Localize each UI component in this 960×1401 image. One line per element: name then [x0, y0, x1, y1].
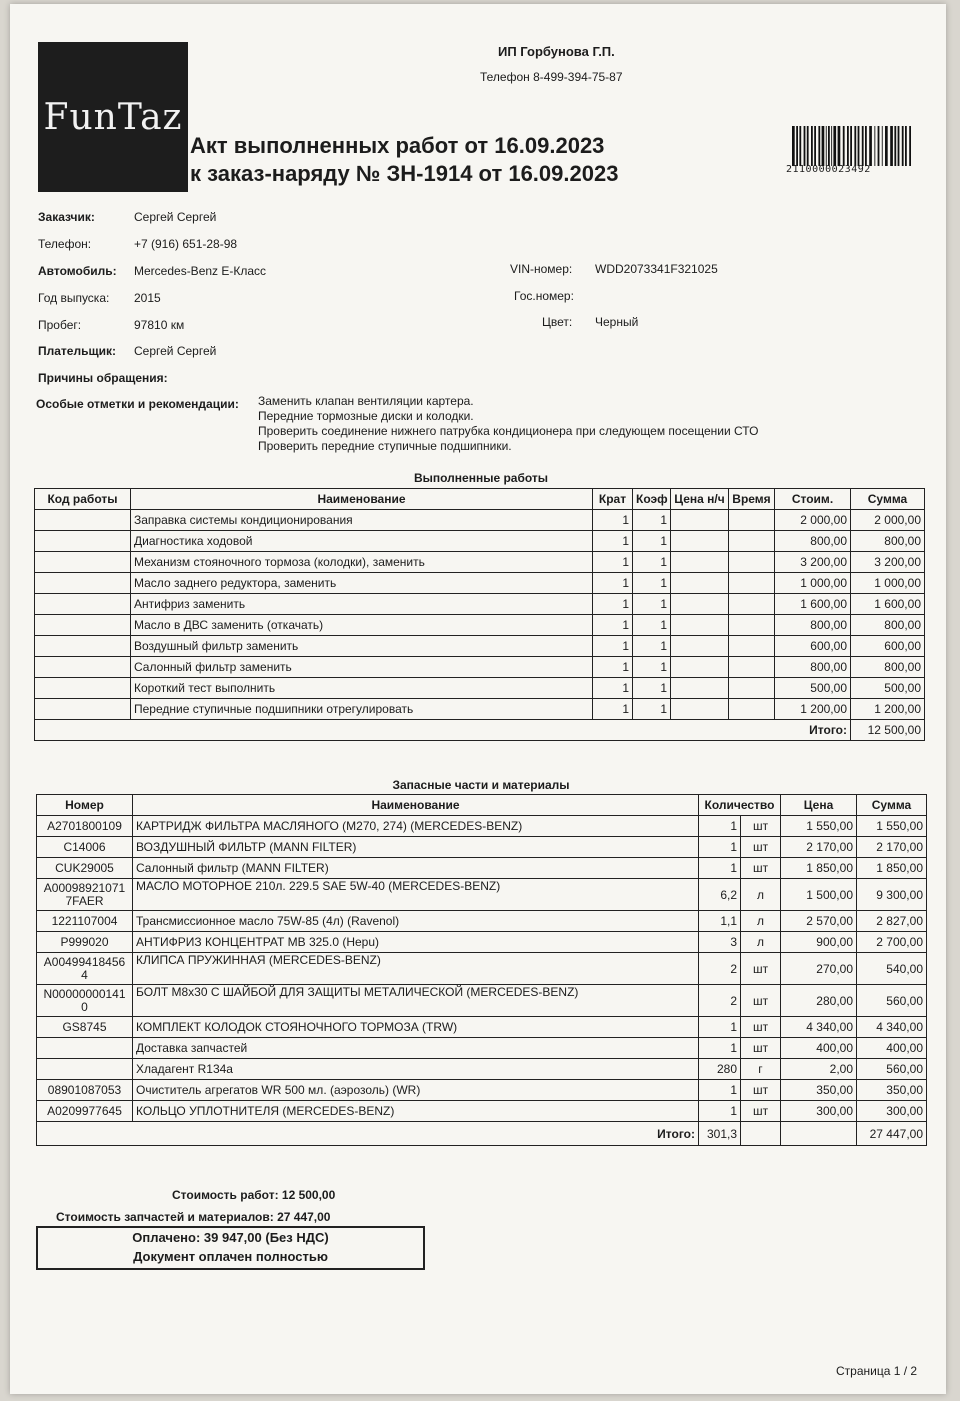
work-time: [729, 594, 775, 615]
col-koef: Коэф: [633, 489, 671, 510]
works-row: [35, 636, 925, 657]
works-table: [34, 488, 925, 741]
work-krat: 1: [593, 510, 633, 531]
customer-label: Заказчик:: [38, 210, 95, 224]
part-unit: шт: [741, 1017, 781, 1038]
work-krat: 1: [593, 699, 633, 720]
part-name: Доставка запчастей: [133, 1038, 699, 1059]
company-name: ИП Горбунова Г.П.: [498, 44, 615, 59]
plate-label: Гос.номер:: [514, 289, 574, 303]
col-number: Номер: [37, 795, 133, 816]
part-sum: 560,00: [857, 985, 927, 1017]
col-krat: Крат: [593, 489, 633, 510]
company-phone: Телефон 8-499-394-75-87: [480, 70, 623, 84]
works-row: [35, 699, 925, 720]
barcode-bar: [850, 126, 852, 166]
parts-cost-total: Стоимость запчастей и материалов: 27 447,00: [56, 1210, 331, 1224]
work-sum: 800,00: [851, 615, 925, 636]
barcode-bar: [828, 126, 830, 166]
part-unit: шт: [741, 1101, 781, 1122]
work-cost: 500,00: [775, 678, 851, 699]
work-time: [729, 573, 775, 594]
parts-row: [37, 932, 927, 953]
part-unit: шт: [741, 816, 781, 837]
reasons-label: Причины обращения:: [38, 371, 168, 385]
year-label: Год выпуска:: [38, 291, 110, 305]
part-sum: 2 700,00: [857, 932, 927, 953]
part-code: [37, 1038, 133, 1059]
barcode-bar: [799, 126, 801, 166]
work-name: Заправка системы кондиционирования: [131, 510, 593, 531]
part-sum: 2 827,00: [857, 911, 927, 932]
work-time: [729, 552, 775, 573]
work-koef: 1: [633, 699, 671, 720]
barcode-bar: [833, 126, 836, 166]
part-sum: 350,00: [857, 1080, 927, 1101]
part-qty: 6,2: [699, 879, 741, 911]
part-name: КОЛЬЦО УПЛОТНИТЕЛЯ (MERCEDES-BENZ): [133, 1101, 699, 1122]
work-koef: 1: [633, 636, 671, 657]
work-code: [35, 636, 131, 657]
year-value: 2015: [134, 291, 161, 305]
work-rate: [671, 678, 729, 699]
car-label: Автомобиль:: [38, 264, 117, 278]
work-time: [729, 699, 775, 720]
col-sum: Сумма: [851, 489, 925, 510]
note-item: Передние тормозные диски и колодки.: [258, 409, 474, 423]
parts-row: [37, 1080, 927, 1101]
barcode-bar: [874, 126, 875, 166]
col-name: Наименование: [131, 489, 593, 510]
barcode-bar: [804, 126, 806, 166]
color-label: Цвет:: [542, 315, 573, 329]
barcode-bar: [854, 126, 856, 166]
barcode-bar: [814, 126, 816, 166]
works-cost-total: Стоимость работ: 12 500,00: [172, 1188, 336, 1202]
work-time: [729, 636, 775, 657]
part-price: 2,00: [781, 1059, 857, 1080]
part-unit: шт: [741, 837, 781, 858]
barcode-bar: [831, 126, 832, 166]
part-code: N00000000141 0: [37, 985, 133, 1017]
parts-row: [37, 953, 927, 985]
part-code: A00098921071 7FAER: [37, 879, 133, 911]
customer-value: Сергей Сергей: [134, 210, 217, 224]
part-sum: 1 550,00: [857, 816, 927, 837]
barcode-bar: [878, 126, 880, 166]
work-code: [35, 678, 131, 699]
parts-total-price: [781, 1122, 857, 1146]
part-qty: 2: [699, 953, 741, 985]
work-rate: [671, 615, 729, 636]
works-row: [35, 657, 925, 678]
part-unit: л: [741, 932, 781, 953]
works-row: [35, 615, 925, 636]
work-sum: 1 600,00: [851, 594, 925, 615]
barcode-bar: [847, 126, 849, 166]
part-price: 350,00: [781, 1080, 857, 1101]
barcode-bar: [882, 126, 883, 166]
barcode-bar: [792, 126, 795, 166]
notes-label: Особые отметки и рекомендации:: [36, 397, 239, 411]
part-unit: шт: [741, 1080, 781, 1101]
part-name: КОМПЛЕКТ КОЛОДОК СТОЯНОЧНОГО ТОРМОЗА (TRW): [133, 1017, 699, 1038]
works-total-row: [35, 720, 925, 741]
part-price: 2 170,00: [781, 837, 857, 858]
work-rate: [671, 552, 729, 573]
part-price: 270,00: [781, 953, 857, 985]
parts-row: [37, 1059, 927, 1080]
barcode-bar: [822, 126, 825, 166]
document-sheet: [10, 4, 946, 1394]
col-time: Время: [729, 489, 775, 510]
work-rate: [671, 636, 729, 657]
barcode-bar: [862, 126, 864, 166]
works-row: [35, 573, 925, 594]
part-name: БОЛТ M8x30 С ШАЙБОЙ ДЛЯ ЗАЩИТЫ МЕТАЛИЧЕСКОЙ (MERCEDES-BENZ): [133, 985, 699, 1017]
mileage-label: Пробег:: [38, 318, 82, 332]
vin-label: VIN-номер:: [510, 262, 573, 276]
part-unit: л: [741, 879, 781, 911]
barcode-bar: [796, 126, 798, 166]
parts-row: [37, 1101, 927, 1122]
works-total-label: Итого:: [775, 720, 851, 741]
parts-total-unit: [741, 1122, 781, 1146]
work-sum: 800,00: [851, 531, 925, 552]
part-name: Хладагент R134a: [133, 1059, 699, 1080]
part-sum: 1 850,00: [857, 858, 927, 879]
work-koef: 1: [633, 615, 671, 636]
work-cost: 1 600,00: [775, 594, 851, 615]
part-price: 900,00: [781, 932, 857, 953]
part-unit: шт: [741, 1038, 781, 1059]
part-price: 1 850,00: [781, 858, 857, 879]
barcode-bar: [858, 126, 860, 166]
works-total-value: 12 500,00: [851, 720, 925, 741]
part-qty: 1: [699, 1080, 741, 1101]
work-name: Антифриз заменить: [131, 594, 593, 615]
part-name: Трансмиссионное масло 75W-85 (4л) (Ravenol): [133, 911, 699, 932]
part-qty: 280: [699, 1059, 741, 1080]
parts-total-qty: 301,3: [699, 1122, 741, 1146]
payer-value: Сергей Сергей: [134, 344, 217, 358]
work-sum: 1 200,00: [851, 699, 925, 720]
work-name: Салонный фильтр заменить: [131, 657, 593, 678]
col-rate: Цена н/ч: [671, 489, 729, 510]
note-item: Проверить соединение нижнего патрубка кондиционера при следующем посещении СТО: [258, 424, 759, 438]
works-section-title: Выполненные работы: [413, 471, 549, 485]
works-header-row: [35, 489, 925, 510]
barcode-bar: [826, 126, 827, 166]
title-line-1: Акт выполненных работ от 16.09.2023: [190, 133, 605, 158]
work-code: [35, 699, 131, 720]
barcode-bar: [869, 126, 872, 166]
part-price: 1 500,00: [781, 879, 857, 911]
part-code: P999020: [37, 932, 133, 953]
part-qty: 1: [699, 1017, 741, 1038]
work-cost: 2 000,00: [775, 510, 851, 531]
work-cost: 1 000,00: [775, 573, 851, 594]
barcode-bar: [909, 126, 911, 166]
work-koef: 1: [633, 552, 671, 573]
barcode-bar: [818, 126, 820, 166]
part-name: КЛИПСА ПРУЖИННАЯ (MERCEDES-BENZ): [133, 953, 699, 985]
vin-value: WDD2073341F321025: [595, 262, 718, 276]
work-krat: 1: [593, 615, 633, 636]
part-code: CUK29005: [37, 858, 133, 879]
work-rate: [671, 657, 729, 678]
notes-list: [258, 394, 758, 454]
part-code: [37, 1059, 133, 1080]
work-code: [35, 615, 131, 636]
col-name: Наименование: [133, 795, 699, 816]
part-unit: шт: [741, 953, 781, 985]
work-time: [729, 510, 775, 531]
work-koef: 1: [633, 594, 671, 615]
part-code: A2701800109: [37, 816, 133, 837]
col-price: Цена: [781, 795, 857, 816]
part-price: 400,00: [781, 1038, 857, 1059]
work-krat: 1: [593, 657, 633, 678]
part-qty: 1: [699, 858, 741, 879]
work-name: Короткий тест выполнить: [131, 678, 593, 699]
work-sum: 500,00: [851, 678, 925, 699]
part-code: A0209977645: [37, 1101, 133, 1122]
work-time: [729, 615, 775, 636]
work-code: [35, 573, 131, 594]
part-qty: 1: [699, 1101, 741, 1122]
work-koef: 1: [633, 678, 671, 699]
work-rate: [671, 573, 729, 594]
work-koef: 1: [633, 573, 671, 594]
work-krat: 1: [593, 678, 633, 699]
parts-row: [37, 837, 927, 858]
title-line-2: к заказ-наряду № ЗН-1914 от 16.09.2023: [190, 161, 619, 186]
parts-row: [37, 1038, 927, 1059]
work-rate: [671, 510, 729, 531]
work-krat: 1: [593, 594, 633, 615]
parts-total-value: 27 447,00: [857, 1122, 927, 1146]
work-name: Механизм стояночного тормоза (колодки), заменить: [131, 552, 593, 573]
work-rate: [671, 594, 729, 615]
works-row: [35, 552, 925, 573]
barcode-bar: [902, 126, 904, 166]
part-unit: шт: [741, 858, 781, 879]
barcode: [790, 126, 912, 166]
phone-value: +7 (916) 651-28-98: [134, 237, 238, 251]
part-code: A00499418456 4: [37, 953, 133, 985]
part-qty: 1: [699, 837, 741, 858]
part-sum: 300,00: [857, 1101, 927, 1122]
work-code: [35, 531, 131, 552]
parts-row: [37, 879, 927, 911]
part-qty: 2: [699, 985, 741, 1017]
work-name: Масло в ДВС заменить (откачать): [131, 615, 593, 636]
work-time: [729, 531, 775, 552]
part-name: Очиститель агрегатов WR 500 мл. (аэрозоль) (WR): [133, 1080, 699, 1101]
parts-total-row: [37, 1122, 927, 1146]
work-sum: 1 000,00: [851, 573, 925, 594]
work-krat: 1: [593, 573, 633, 594]
barcode-number: 2110000023492: [786, 164, 871, 175]
col-cost: Стоим.: [775, 489, 851, 510]
part-sum: 400,00: [857, 1038, 927, 1059]
work-cost: 800,00: [775, 657, 851, 678]
part-code: 1221107004: [37, 911, 133, 932]
work-code: [35, 657, 131, 678]
works-row: [35, 531, 925, 552]
payment-box: [36, 1226, 425, 1270]
part-price: 280,00: [781, 985, 857, 1017]
parts-section-title: Запасные части и материалы: [392, 778, 570, 792]
payer-label: Плательщик:: [38, 344, 116, 358]
part-name: КАРТРИДЖ ФИЛЬТРА МАСЛЯНОГО (M270, 274) (MERCEDES-BENZ): [133, 816, 699, 837]
work-sum: 3 200,00: [851, 552, 925, 573]
part-price: 2 570,00: [781, 911, 857, 932]
parts-row: [37, 911, 927, 932]
note-item: Проверить передние ступичные подшипники.: [258, 439, 512, 453]
color-value: Черный: [595, 315, 639, 329]
part-name: АНТИФРИЗ КОНЦЕНТРАТ MB 325.0 (Hepu): [133, 932, 699, 953]
mileage-value: 97810 км: [134, 318, 185, 332]
work-name: Диагностика ходовой: [131, 531, 593, 552]
work-code: [35, 552, 131, 573]
work-koef: 1: [633, 531, 671, 552]
work-cost: 800,00: [775, 531, 851, 552]
parts-row: [37, 816, 927, 837]
part-code: C14006: [37, 837, 133, 858]
parts-header-row: [37, 795, 927, 816]
part-qty: 1,1: [699, 911, 741, 932]
work-code: [35, 510, 131, 531]
col-qty: Количество: [699, 795, 781, 816]
part-price: 4 340,00: [781, 1017, 857, 1038]
note-item: Заменить клапан вентиляции картера.: [258, 394, 474, 408]
work-rate: [671, 699, 729, 720]
part-unit: л: [741, 911, 781, 932]
work-time: [729, 657, 775, 678]
work-krat: 1: [593, 531, 633, 552]
work-time: [729, 678, 775, 699]
part-unit: шт: [741, 985, 781, 1017]
col-sum: Сумма: [857, 795, 927, 816]
barcode-bar: [890, 126, 893, 166]
works-row: [35, 510, 925, 531]
work-sum: 800,00: [851, 657, 925, 678]
part-price: 1 550,00: [781, 816, 857, 837]
barcode-bar: [838, 126, 841, 166]
part-unit: г: [741, 1059, 781, 1080]
work-sum: 2 000,00: [851, 510, 925, 531]
work-koef: 1: [633, 510, 671, 531]
work-cost: 800,00: [775, 615, 851, 636]
car-value: Mercedes-Benz E-Класс: [134, 264, 267, 278]
barcode-bar: [905, 126, 907, 166]
parts-table: [36, 794, 927, 1146]
work-krat: 1: [593, 636, 633, 657]
barcode-bar: [894, 126, 896, 166]
work-code: [35, 594, 131, 615]
paid-note: Документ оплачен полностью: [133, 1249, 328, 1264]
work-rate: [671, 531, 729, 552]
col-code: Код работы: [35, 489, 131, 510]
paid-amount: Оплачено: 39 947,00 (Без НДС): [132, 1230, 329, 1245]
company-logo: FunTaz: [38, 42, 188, 192]
part-name: Салонный фильтр (MANN FILTER): [133, 858, 699, 879]
works-row: [35, 594, 925, 615]
barcode-bar: [898, 126, 900, 166]
work-name: Масло заднего редуктора, заменить: [131, 573, 593, 594]
page-number: Страница 1 / 2: [836, 1364, 918, 1378]
work-cost: 1 200,00: [775, 699, 851, 720]
work-name: Передние ступичные подшипники отрегулировать: [131, 699, 593, 720]
parts-total-blank: [37, 1122, 133, 1146]
barcode-bar: [807, 126, 809, 166]
part-code: GS8745: [37, 1017, 133, 1038]
parts-total-label: Итого:: [133, 1122, 699, 1146]
part-sum: 2 170,00: [857, 837, 927, 858]
barcode-bar: [811, 126, 813, 166]
barcode-bar: [865, 126, 867, 166]
part-qty: 1: [699, 1038, 741, 1059]
work-name: Воздушный фильтр заменить: [131, 636, 593, 657]
works-row: [35, 678, 925, 699]
parts-row: [37, 1017, 927, 1038]
part-sum: 9 300,00: [857, 879, 927, 911]
part-name: МАСЛО МОТОРНОЕ 210л. 229.5 SAE 5W-40 (MERCEDES-BENZ): [133, 879, 699, 911]
work-sum: 600,00: [851, 636, 925, 657]
part-sum: 4 340,00: [857, 1017, 927, 1038]
part-code: 08901087053: [37, 1080, 133, 1101]
part-qty: 3: [699, 932, 741, 953]
barcode-bar: [843, 126, 845, 166]
part-sum: 560,00: [857, 1059, 927, 1080]
parts-row: [37, 858, 927, 879]
document-title: [190, 132, 618, 188]
part-qty: 1: [699, 816, 741, 837]
parts-row: [37, 985, 927, 1017]
part-sum: 540,00: [857, 953, 927, 985]
works-total-blank: [35, 720, 775, 741]
work-cost: 3 200,00: [775, 552, 851, 573]
work-cost: 600,00: [775, 636, 851, 657]
part-name: ВОЗДУШНЫЙ ФИЛЬТР (MANN FILTER): [133, 837, 699, 858]
work-krat: 1: [593, 552, 633, 573]
work-koef: 1: [633, 657, 671, 678]
barcode-bar: [885, 126, 888, 166]
part-price: 300,00: [781, 1101, 857, 1122]
phone-label: Телефон:: [38, 237, 92, 251]
